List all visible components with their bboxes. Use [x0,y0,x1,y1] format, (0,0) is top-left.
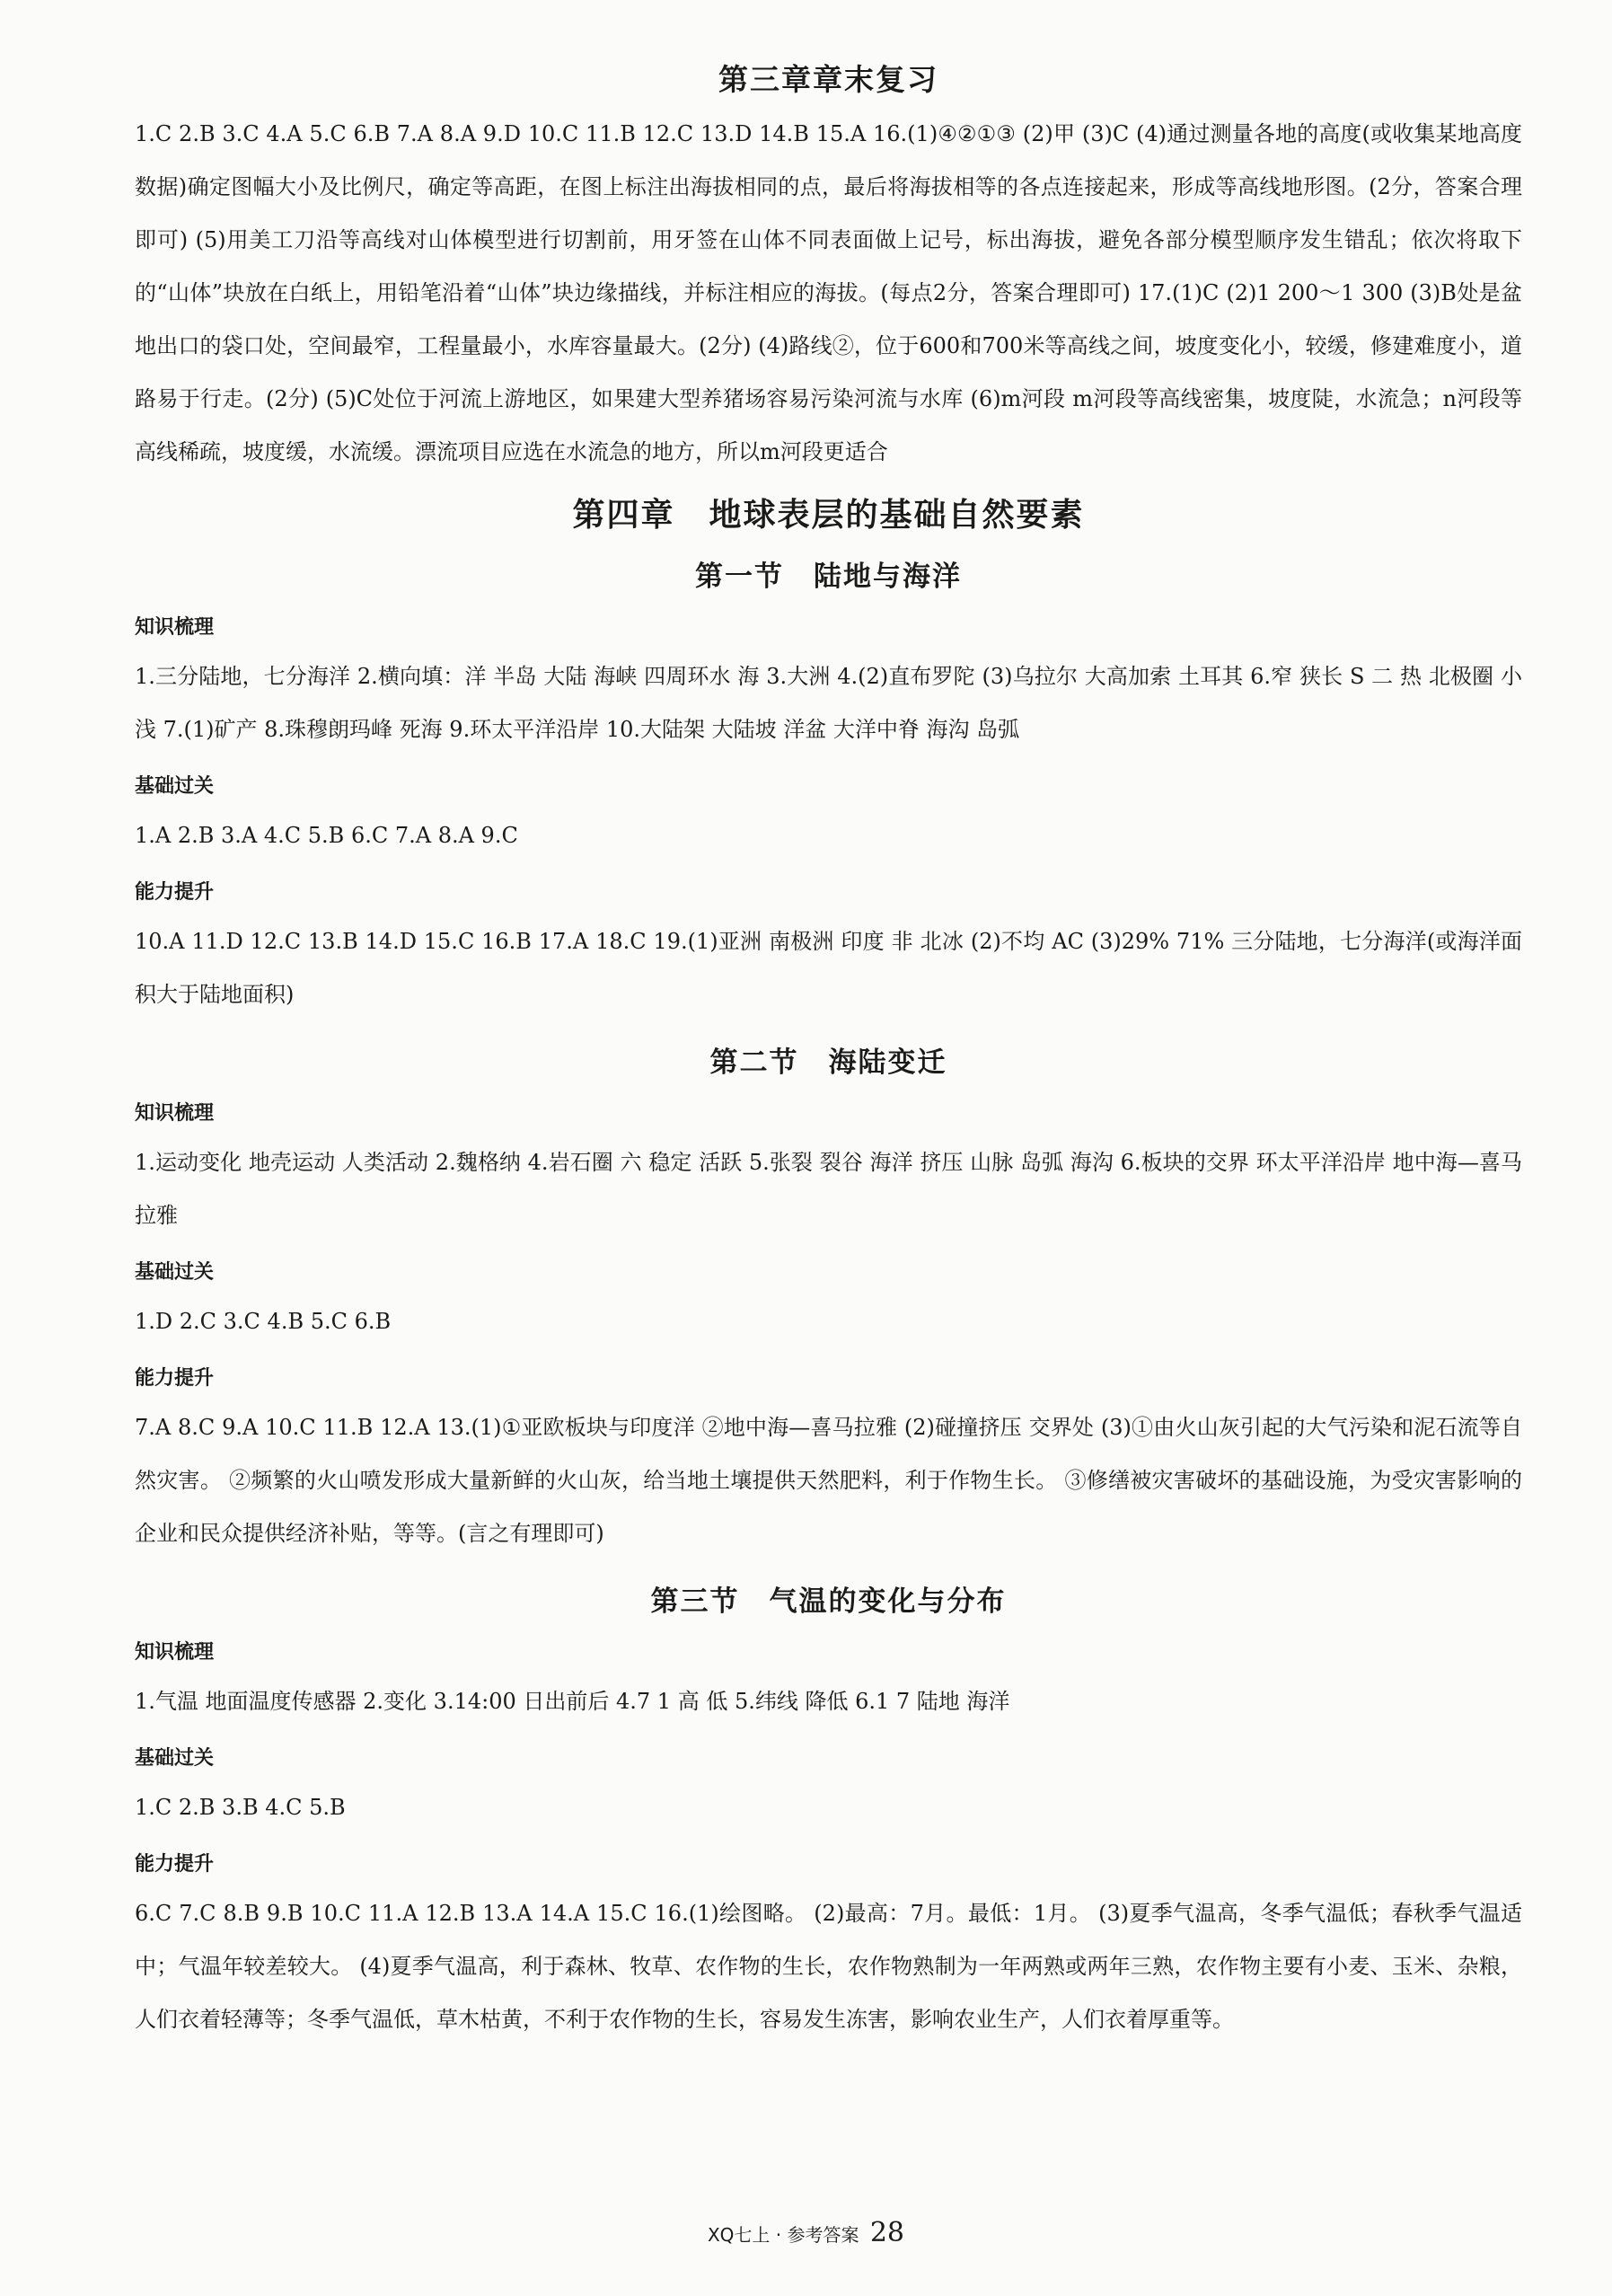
page-footer [0,2217,1612,2248]
section3-knowledge-answers: 1.气温 地面温度传感器 2.变化 3.14:00 日出前后 4.7 1 高 低 5.纬线 降低 6.1 7 陆地 海洋 [135,1689,1010,1714]
section2-ability-label: 能力提升 [135,1367,215,1390]
section2-basic-label: 基础过关 [135,1261,215,1284]
chapter3-review-title: 第三章章末复习 [718,62,938,97]
chapter4-title: 第四章 地球表层的基础自然要素 [572,497,1085,534]
section1-ability-label: 能力提升 [135,881,215,904]
section1-ability-answers: 10.A 11.D 12.C 13.B 14.D 15.C 16.B 17.A 18.C 19.(1)亚洲 南极洲 印度 非 北冰 (2)不均 AC (3)29% 71% 三分陆地，七分海洋(或海洋面积大于陆地面积) [135,929,1522,1007]
section2-knowledge-label: 知识梳理 [135,1102,215,1125]
section3-knowledge-label: 知识梳理 [135,1641,215,1664]
section3-basic-answers: 1.C 2.B 3.B 4.C 5.B [135,1795,346,1820]
chapter3-review-answers: 1.C 2.B 3.C 4.A 5.C 6.B 7.A 8.A 9.D 10.C 11.B 12.C 13.D 14.B 15.A 16.(1)④②①③ (2)甲 (3)C (4)通过测量各地的高度(或收集某地高度数据)确定图幅大小及比例尺，确定等高距，在图上标注出海拔相同的点，最后将海拔相等的各点连接起来，形成等高线地形图。(2分，答案合理即可) (5)用美工刀沿等高线对山体模型进行切割前，用牙签在山体不同表面做上记号，标出海拔，避免各部分模型顺序发生错乱；依次将取下的“山体”块放在白纸上，用铅笔沿着“山体”块边缘描线，并标注相应的海拔。(每点2分，答案合理即可) 17.(1)C (2)1 200～1 300 (3)B处是盆地出口的袋口处，空间最窄，工程量最小，水库容量最大。(2分) (4)路线②，位于600和700米等高线之间，坡度变化小，较缓，修建难度小，道路易于行走。(2分) (5)C处位于河流上游地区，如果建大型养猪场容易污染河流与水库 (6)m河段 m河段等高线密集，坡度陡，水流急；n河段等高线稀疏，坡度缓，水流缓。漂流项目应选在水流急的地方，所以m河段更适合 [135,121,1522,464]
section3-ability-answers: 6.C 7.C 8.B 9.B 10.C 11.A 12.B 13.A 14.A 15.C 16.(1)绘图略。 (2)最高：7月。最低：1月。 (3)夏季气温高，冬季气温低；春秋季气温适中；气温年较差较大。 (4)夏季气温高，利于森林、牧草、农作物的生长，农作物熟制为一年两熟或两年三熟，农作物主要有小麦、玉米、杂粮，人们衣着轻薄等；冬季气温低，草木枯黄，不利于农作物的生长，容易发生冻害，影响农业生产，人们衣着厚重等。 [135,1901,1522,2032]
section2-title: 第二节 海陆变迁 [709,1046,947,1079]
section3-basic-label: 基础过关 [135,1747,215,1770]
section1-title: 第一节 陆地与海洋 [695,561,962,593]
section3-ability-label: 能力提升 [135,1853,215,1876]
section1-basic-label: 基础过关 [135,775,215,798]
section2-knowledge-answers: 1.运动变化 地壳运动 人类活动 2.魏格纳 4.岩石圈 六 稳定 活跃 5.张裂 裂谷 海洋 挤压 山脉 岛弧 海沟 6.板块的交界 环太平洋沿岸 地中海—喜马拉雅 [135,1150,1522,1228]
section3-title: 第三节 气温的变化与分布 [650,1585,1007,1618]
section1-basic-answers: 1.A 2.B 3.A 4.C 5.B 6.C 7.A 8.A 9.C [135,823,518,848]
section2-basic-answers: 1.D 2.C 3.C 4.B 5.C 6.B [135,1309,392,1334]
section2-ability-answers: 7.A 8.C 9.A 10.C 11.B 12.A 13.(1)①亚欧板块与印度洋 ②地中海—喜马拉雅 (2)碰撞挤压 交界处 (3)①由火山灰引起的大气污染和泥石流等自然灾害。 ②频繁的火山喷发形成大量新鲜的火山灰，给当地土壤提供天然肥料，利于作物生长。 ③修缮被灾害破坏的基础设施，为受灾害影响的企业和民众提供经济补贴，等等。(言之有理即可) [135,1415,1522,1546]
section1-knowledge-label: 知识梳理 [135,616,215,639]
footer-label: XQ七上 · 参考答案 [707,2224,859,2246]
answer-page [135,49,1522,2046]
page-number: 28 [869,2217,905,2248]
section1-knowledge-answers: 1.三分陆地，七分海洋 2.横向填：洋 半岛 大陆 海峡 四周环水 海 3.大洲 4.(2)直布罗陀 (3)乌拉尔 大高加索 土耳其 6.窄 狭长 S 二 热 北极圈 小 浅 7.(1)矿产 8.珠穆朗玛峰 死海 9.环太平洋沿岸 10.大陆架 大陆坡 洋盆 大洋中脊 海沟 岛弧 [135,664,1522,742]
